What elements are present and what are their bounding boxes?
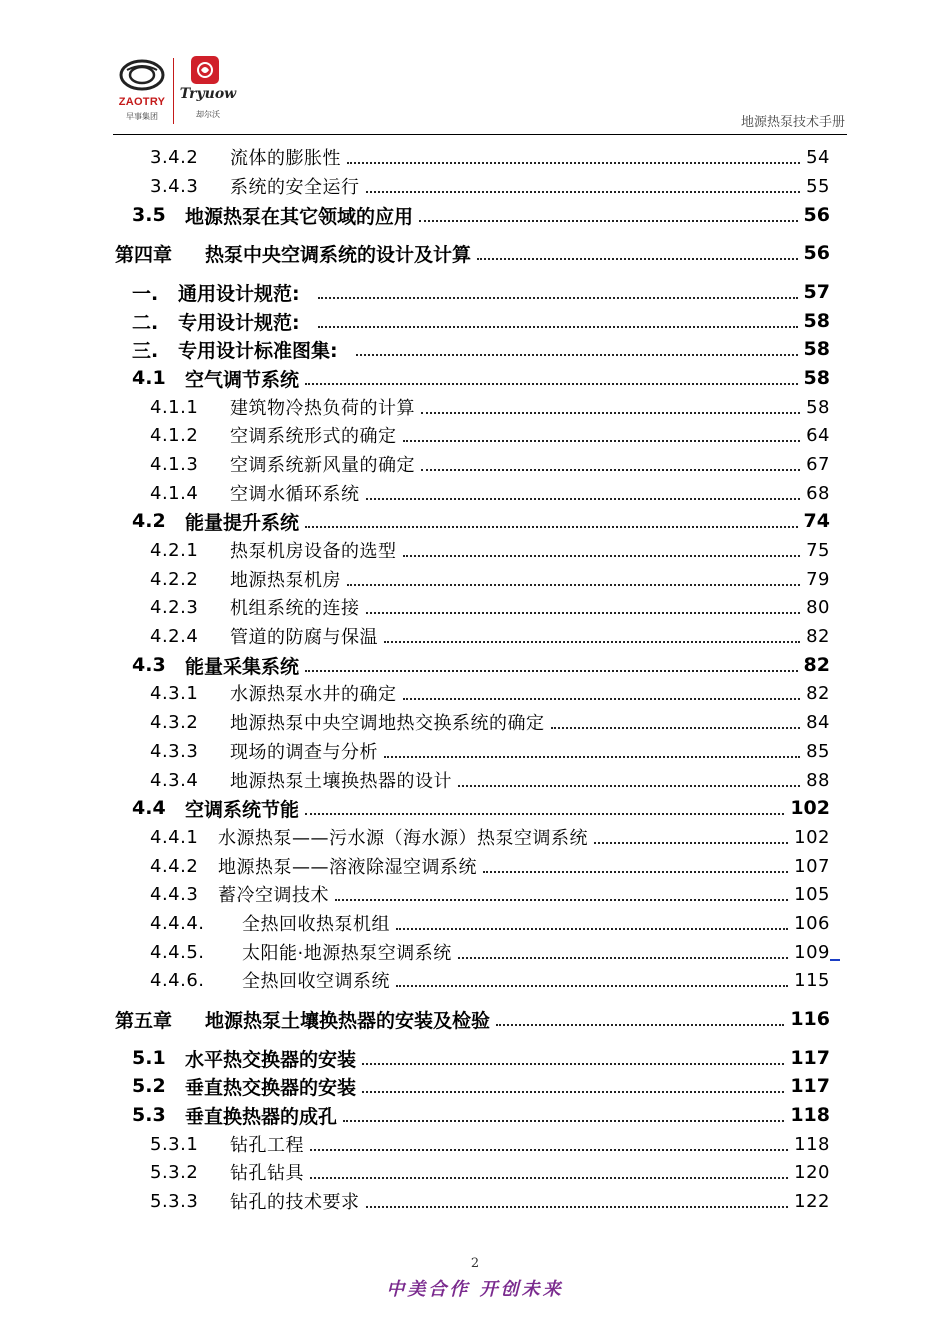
toc-entry-number: 4.1.2	[150, 424, 199, 446]
toc-entry-page: 118	[790, 1104, 830, 1126]
toc-entry-title: 地源热泵土壤换热器的设计	[230, 771, 452, 792]
toc-entry[interactable]	[132, 335, 830, 363]
toc-entry-page: 75	[806, 539, 830, 561]
toc-entry-page: 56	[803, 242, 830, 264]
toc-leader-dots	[483, 871, 788, 873]
toc-entry-number: 4.2	[132, 510, 166, 532]
manual-title: 地源热泵技术手册	[740, 115, 845, 130]
footer-slogan: 中美合作 开创未来	[386, 1279, 564, 1300]
toc-entry-number: 4.2.4	[150, 625, 199, 647]
zaotry-sub-text: 早事集团	[126, 112, 158, 121]
toc-entry-title: 能量采集系统	[185, 655, 300, 678]
toc-entry[interactable]	[150, 938, 830, 966]
toc-entry-page: 102	[794, 826, 830, 848]
toc-entry[interactable]	[132, 307, 830, 335]
tryuow-sub-text: 却尔沃	[196, 110, 220, 119]
toc-leader-dots	[347, 584, 800, 586]
toc-entry-page: 74	[803, 510, 830, 532]
toc-entry[interactable]	[150, 852, 830, 880]
toc-leader-dots	[419, 220, 798, 222]
header-divider	[113, 134, 847, 135]
toc-entry-title: 地源热泵中央空调地热交换系统的确定	[230, 713, 545, 734]
toc-leader-dots	[458, 785, 800, 787]
toc-entry-number: 5.3.2	[150, 1161, 199, 1183]
toc-entry-title: 钻孔钻具	[230, 1163, 304, 1184]
toc-entry-title: 垂直换热器的成孔	[185, 1105, 338, 1128]
toc-entry-title: 空气调节系统	[185, 368, 300, 391]
toc-entry-title: 建筑物冷热负荷的计算	[230, 398, 415, 419]
toc-entry-title: 热泵中央空调系统的设计及计算	[205, 243, 472, 266]
toc-entry-page: 122	[794, 1190, 830, 1212]
toc-entry-page: 68	[806, 482, 830, 504]
toc-leader-dots	[343, 1120, 784, 1122]
toc-entry-page: 54	[806, 146, 830, 168]
toc-entry[interactable]	[150, 421, 830, 449]
toc-entry-number: 4.3.3	[150, 740, 199, 762]
toc-entry-page: 57	[803, 281, 830, 303]
toc-entry-title: 地源热泵在其它领域的应用	[185, 205, 414, 228]
toc-entry-number: 4.2.1	[150, 539, 199, 561]
toc-entry-number: 4.4.5.	[150, 941, 205, 963]
text-cursor	[830, 959, 840, 961]
toc-entry-number: 4.4.6.	[150, 969, 205, 991]
toc-leader-dots	[366, 612, 801, 614]
toc-entry-number: 4.1.4	[150, 482, 199, 504]
toc-entry-number: 5.2	[132, 1075, 166, 1097]
toc-entry[interactable]	[150, 737, 830, 765]
toc-entry-number: 4.1	[132, 367, 166, 389]
toc-entry-number: 4.3.2	[150, 711, 199, 733]
toc-leader-dots	[396, 928, 788, 930]
toc-entry-title: 流体的膨胀性	[230, 148, 341, 169]
toc-entry[interactable]	[150, 679, 830, 707]
toc-entry[interactable]	[132, 1101, 830, 1129]
toc-entry-title: 能量提升系统	[185, 511, 300, 534]
toc-entry-page: 64	[806, 424, 830, 446]
toc-entry-title: 全热回收热泵机组	[242, 914, 390, 935]
toc-leader-dots	[403, 555, 801, 557]
toc-entry-title: 空调系统形式的确定	[230, 426, 397, 447]
toc-leader-dots	[318, 297, 798, 299]
toc-entry[interactable]	[132, 278, 830, 306]
toc-entry-title: 垂直热交换器的安装	[185, 1076, 357, 1099]
toc-leader-dots	[362, 1091, 784, 1093]
zaotry-brand-text: ZAOTRY	[118, 96, 166, 108]
toc-leader-dots	[305, 383, 798, 385]
toc-entry-page: 118	[794, 1133, 830, 1155]
toc-leader-dots	[496, 1024, 784, 1026]
tryuow-script-text: Tryuow	[179, 86, 237, 102]
toc-entry[interactable]	[132, 364, 830, 392]
toc-leader-dots	[403, 698, 801, 700]
toc-entry-page: 55	[806, 175, 830, 197]
toc-entry-page: 82	[803, 654, 830, 676]
toc-entry-title: 地源热泵土壤换热器的安装及检验	[205, 1009, 491, 1032]
toc-entry[interactable]	[132, 651, 830, 679]
toc-entry-page: 105	[794, 883, 830, 905]
toc-leader-dots	[366, 1206, 789, 1208]
toc-entry-page: 102	[790, 797, 830, 819]
toc-entry[interactable]	[150, 393, 830, 421]
tryuow-mark-icon	[191, 56, 219, 84]
toc-entry-title: 钻孔工程	[230, 1135, 304, 1156]
toc-entry-title: 水平热交换器的安装	[185, 1048, 357, 1071]
toc-entry[interactable]	[150, 909, 830, 937]
toc-entry-page: 67	[806, 453, 830, 475]
toc-entry-number: 第四章	[115, 243, 173, 266]
toc-entry-number: 5.3	[132, 1104, 166, 1126]
zaotry-logo	[113, 58, 171, 124]
toc-entry-number: 4.3.1	[150, 682, 199, 704]
toc-entry-page: 85	[806, 740, 830, 762]
logo-separator	[173, 58, 174, 124]
toc-entry-number: 4.1.3	[150, 453, 199, 475]
page-header	[0, 0, 950, 140]
toc-entry-page: 80	[806, 596, 830, 618]
toc-leader-dots	[403, 440, 801, 442]
toc-entry-page: 58	[803, 310, 830, 332]
toc-entry[interactable]	[150, 565, 830, 593]
toc-leader-dots	[335, 899, 788, 901]
toc-entry-page: 107	[794, 855, 830, 877]
toc-entry-number: 4.4.4.	[150, 912, 205, 934]
tryuow-logo	[178, 56, 238, 124]
toc-leader-dots	[396, 985, 788, 987]
toc-entry-page: 117	[790, 1047, 830, 1069]
toc-entry[interactable]	[150, 1158, 830, 1186]
toc-leader-dots	[305, 813, 784, 815]
toc-entry[interactable]	[150, 593, 830, 621]
toc-entry-number: 5.1	[132, 1047, 166, 1069]
toc-entry-title: 地源热泵——溶液除湿空调系统	[218, 857, 477, 878]
toc-entry-number: 5.3.1	[150, 1133, 199, 1155]
toc-entry[interactable]	[132, 794, 830, 822]
toc-entry-page: 106	[794, 912, 830, 934]
toc-entry-page: 82	[806, 625, 830, 647]
toc-leader-dots	[310, 1177, 788, 1179]
toc-entry-title: 空调系统节能	[185, 798, 300, 821]
toc-entry-number: 3.5	[132, 204, 166, 226]
toc-entry-number: 三.	[132, 339, 159, 362]
toc-entry-page: 84	[806, 711, 830, 733]
toc-entry[interactable]	[150, 880, 830, 908]
toc-entry[interactable]	[132, 1072, 830, 1100]
toc-entry-title: 钻孔的技术要求	[230, 1192, 360, 1213]
toc-entry-title: 地源热泵机房	[230, 570, 341, 591]
toc-entry-number: 4.4.2	[150, 855, 199, 877]
toc-entry-title: 太阳能·地源热泵空调系统	[242, 943, 452, 964]
toc-entry[interactable]	[132, 1044, 830, 1072]
toc-entry-number: 4.2.3	[150, 596, 199, 618]
zaotry-emblem-icon	[119, 58, 165, 92]
toc-entry[interactable]	[150, 823, 830, 851]
toc-entry-page: 88	[806, 769, 830, 791]
toc-entry[interactable]	[115, 1005, 830, 1033]
toc-entry[interactable]	[150, 172, 830, 200]
toc-leader-dots	[366, 498, 801, 500]
toc-entry[interactable]	[150, 708, 830, 736]
toc-entry-title: 管道的防腐与保温	[230, 627, 378, 648]
toc-entry-number: 4.2.2	[150, 568, 199, 590]
toc-entry-page: 115	[794, 969, 830, 991]
toc-entry-page: 58	[803, 338, 830, 360]
toc-entry-page: 82	[806, 682, 830, 704]
toc-entry-title: 空调水循环系统	[230, 484, 360, 505]
toc-entry[interactable]	[132, 507, 830, 535]
toc-entry-title: 热泵机房设备的选型	[230, 541, 397, 562]
toc-entry-number: 4.3	[132, 654, 166, 676]
toc-entry-page: 58	[803, 367, 830, 389]
toc-entry-page: 116	[790, 1008, 830, 1030]
toc-entry-title: 系统的安全运行	[230, 177, 360, 198]
toc-entry[interactable]	[150, 622, 830, 650]
toc-leader-dots	[305, 526, 798, 528]
toc-leader-dots	[310, 1149, 788, 1151]
toc-entry-number: 4.3.4	[150, 769, 199, 791]
toc-entry[interactable]	[150, 1130, 830, 1158]
toc-leader-dots	[594, 842, 788, 844]
toc-entry[interactable]	[150, 143, 830, 171]
toc-entry[interactable]	[150, 450, 830, 478]
toc-entry[interactable]	[150, 1187, 830, 1215]
toc-leader-dots	[551, 727, 801, 729]
toc-entry-number: 4.4.1	[150, 826, 199, 848]
toc-leader-dots	[318, 326, 798, 328]
toc-leader-dots	[458, 957, 788, 959]
toc-entry[interactable]	[150, 766, 830, 794]
toc-leader-dots	[384, 756, 800, 758]
toc-leader-dots	[305, 670, 798, 672]
toc-entry-number: 5.3.3	[150, 1190, 199, 1212]
toc-entry-title: 空调系统新风量的确定	[230, 455, 415, 476]
toc-leader-dots	[366, 191, 801, 193]
toc-entry-page: 58	[806, 396, 830, 418]
toc-entry-title: 通用设计规范:	[178, 282, 300, 305]
toc-entry-page: 56	[803, 204, 830, 226]
toc-entry[interactable]	[132, 201, 830, 229]
toc-entry-title: 机组系统的连接	[230, 598, 360, 619]
toc-entry-number: 4.4	[132, 797, 166, 819]
toc-entry-title: 水源热泵水井的确定	[230, 684, 397, 705]
toc-entry-title: 蓄冷空调技术	[218, 885, 329, 906]
toc-entry-number: 第五章	[115, 1009, 173, 1032]
toc-leader-dots	[347, 162, 800, 164]
toc-leader-dots	[362, 1063, 784, 1065]
toc-leader-dots	[384, 641, 800, 643]
toc-entry[interactable]	[150, 966, 830, 994]
toc-entry-page: 79	[806, 568, 830, 590]
toc-entry[interactable]	[150, 479, 830, 507]
toc-leader-dots	[421, 412, 800, 414]
toc-leader-dots	[421, 469, 800, 471]
toc-entry-page: 120	[794, 1161, 830, 1183]
toc-entry-number: 3.4.2	[150, 146, 199, 168]
toc-entry[interactable]	[115, 239, 830, 267]
toc-entry-number: 3.4.3	[150, 175, 199, 197]
page-number: 2	[470, 1256, 480, 1271]
toc-entry-page: 109	[794, 941, 830, 963]
toc-entry-page: 117	[790, 1075, 830, 1097]
toc-entry-number: 4.4.3	[150, 883, 199, 905]
toc-entry-number: 二.	[132, 311, 159, 334]
toc-entry-number: 一.	[132, 282, 159, 305]
toc-entry[interactable]	[150, 536, 830, 564]
toc-entry-number: 4.1.1	[150, 396, 199, 418]
toc-entry-title: 全热回收空调系统	[242, 971, 390, 992]
toc-leader-dots	[356, 354, 798, 356]
toc-entry-title: 水源热泵——污水源（海水源）热泵空调系统	[218, 828, 588, 849]
toc-entry-title: 专用设计规范:	[178, 311, 300, 334]
toc-leader-dots	[477, 258, 798, 260]
toc-entry-title: 现场的调查与分析	[230, 742, 378, 763]
toc-entry-title: 专用设计标准图集:	[178, 339, 338, 362]
